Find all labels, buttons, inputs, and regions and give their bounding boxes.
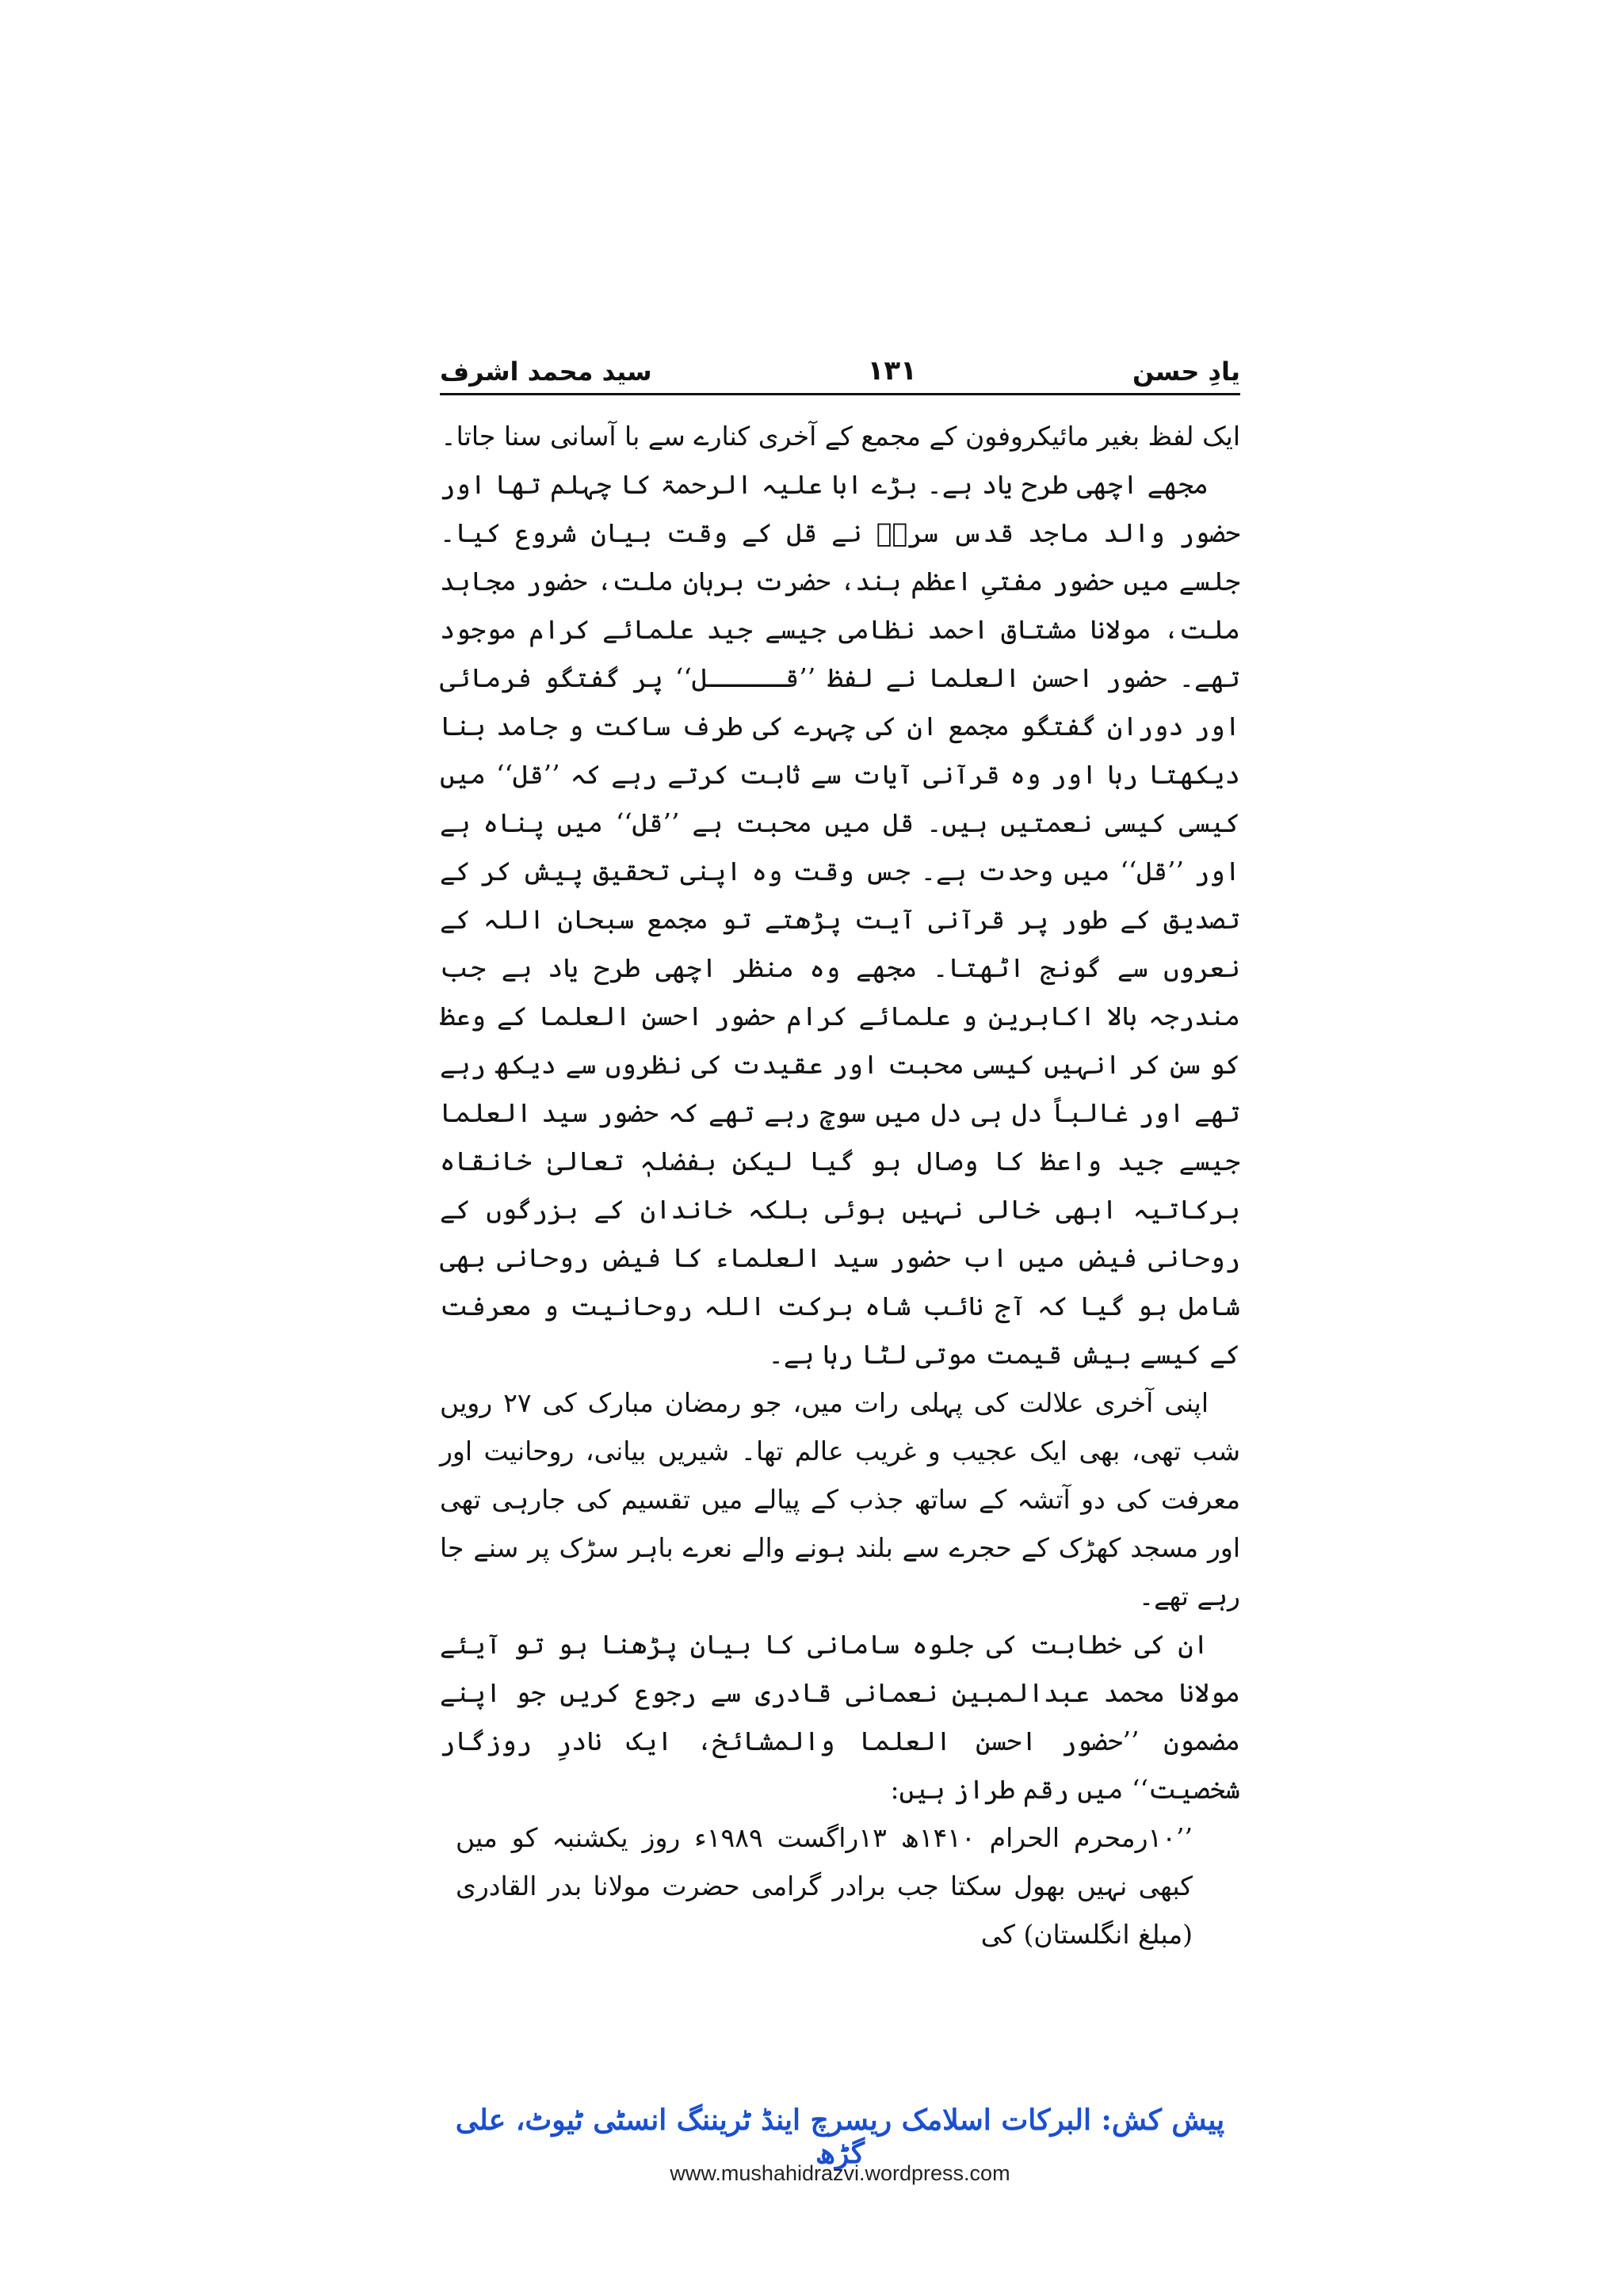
paragraph-4: ان کی خطابت کی جلوہ سامانی کا بیان پڑھنا ہو تو آیئے مولانا محمد عبدالمبین نعمانی قادری سے رجوع کریں جو اپنے مضمون ’’حضور احسن العلما والمشائخ، ایک نادرِ روزگار شخصیت‘‘ میں رقم طراز ہیں: [440,1629,1240,1805]
paragraph-2: مجھے اچھی طرح یاد ہے۔ بڑے ابا علیہ الرحمۃ کا چہلم تھا اور حضور والد ماجد قدس سرہٗ نے قل کے وقت بیان شروع کیا۔ جلسے میں حضور مفتیِ اعظم ہند، حضرت برہان ملت، حضور مجاہد ملت، مولانا مشتاق احمد نظامی جیسے جید علمائے کرام موجود تھے۔ حضور احسن العلما نے لفظ ’’قـــــل‘‘ پر گفتگو فرمائی اور دوران گفتگو مجمع ان کی چہرے کی طرف ساکت و جامد بنا دیکھتا رہا اور وہ قرآنی آیات سے ثابت کرتے رہے کہ ’’قل‘‘ میں کیسی کیسی نعمتیں ہیں۔ قل میں محبت ہے ’’قل‘‘ میں پناہ ہے اور ’’قل‘‘ میں وحدت ہے۔ جس وقت وہ اپنی تحقیق پیش کر کے تصدیق کے طور پر قرآنی آیت پڑھتے تو مجمع سبحان اللہ کے نعروں سے گونج اٹھتا۔ مجھے وہ منظر اچھی طرح یاد ہے جب مندرجہ بالا اکابرین و علمائے کرام حضور احسن العلما کے وعظ کو سن کر انہیں کیسی محبت اور عقیدت کی نظروں سے دیکھ رہے تھے اور غالباً دل ہی دل میں سوچ رہے تھے کہ حضور سید العلما جیسے جید واعظ کا وصال ہو گیا لیکن بفضلہٖ تعالیٰ خانقاہ برکاتیہ ابھی خالی نہیں ہوئی بلکہ خاندان کے بزرگوں کے روحانی فیض میں اب حضور سید العلماء کا فیض روحانی بھی شامل ہو گیا کہ آج نائب شاہ برکت اللہ روحانیت و معرفت کے کیسے بیش قیمت موتی لٹا رہا ہے۔ [440,469,1240,1370]
block-quote: ’’۱۰رمحرم الحرام ۱۴۱۰ھ ۱۳راگست ۱۹۸۹ء روز یکشنبہ کو میں کبھی نہیں بھول سکتا جب برادر گرامی حضرت مولانا بدر القادری (مبلغ انگلستان) کی [456,1822,1193,1950]
page-header [440,331,1240,387]
footer-url[interactable]: www.mushahidrazvi.wordpress.com [670,2161,1010,2185]
paragraph-1: ایک لفظ بغیر مائیکروفون کے مجمع کے آخری کنارے سے با آسانی سنا جاتا۔ [441,421,1240,452]
page-number: ۱۳۱ [867,355,917,387]
author-name: سید محمد اشرف [440,357,652,387]
book-title: یادِ حسن [1132,357,1240,387]
body-text [440,412,1240,1958]
paragraph-3: اپنی آخری علالت کی پہلی رات میں، جو رمضان مبارک کی ۲۷ رویں شب تھی، بھی ایک عجیب و غریب عالم تھا۔ شیریں بیانی، روحانیت اور معرفت کی دو آتشہ کے ساتھ جذب کے پیالے میں تقسیم کی جارہی تھی اور مسجد کھڑک کے حجرے سے بلند ہونے والے نعرے باہر سڑک پر سنے جا رہے تھے۔ [440,1387,1240,1611]
header-divider [440,393,1240,395]
footer-credit: پیش کش: البرکات اسلامک ریسرچ اینڈ ٹریننگ انسٹی ٹیوٹ، علی گڑھ [455,2103,1225,2170]
